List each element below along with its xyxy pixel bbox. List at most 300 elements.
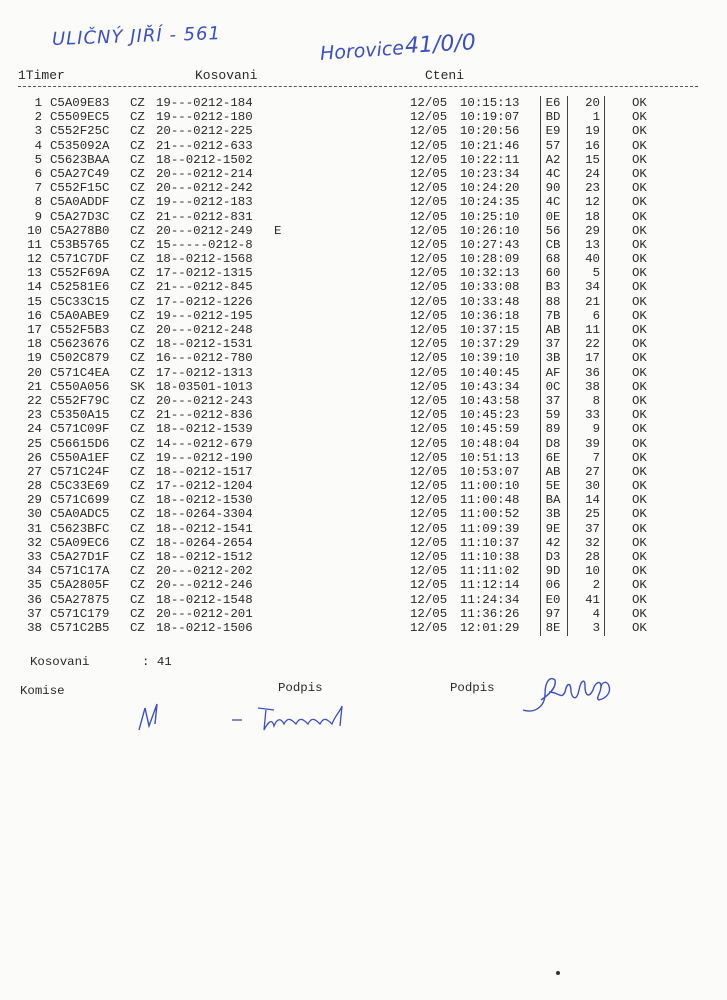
chip-id: C5C33E69 xyxy=(50,479,110,494)
country-code: CZ xyxy=(130,436,145,451)
status: OK xyxy=(632,479,647,494)
chip-id: C571C2B5 xyxy=(50,620,110,635)
chip-id: C502C879 xyxy=(50,351,110,366)
status: OK xyxy=(632,365,647,380)
read-time: 10:20:56 xyxy=(460,124,520,139)
sequence-number: 16 xyxy=(585,138,600,153)
table-row xyxy=(0,465,727,479)
status: OK xyxy=(632,223,647,238)
ring-number: 19---0212-190 xyxy=(156,450,253,465)
hex-code: 37 xyxy=(545,337,561,352)
hex-code: BD xyxy=(545,110,561,125)
paper-speck xyxy=(556,971,560,975)
row-number: 11 xyxy=(27,237,42,252)
table-row xyxy=(0,210,727,224)
table-row xyxy=(0,167,727,181)
read-time: 10:26:10 xyxy=(460,223,520,238)
country-code: CZ xyxy=(130,323,145,337)
country-code: CZ xyxy=(130,337,145,352)
sequence-number: 34 xyxy=(585,280,600,295)
hex-code: 57 xyxy=(545,138,561,153)
chip-id: C5A2805F xyxy=(50,578,110,593)
status: OK xyxy=(632,351,647,366)
header-kosovani: Kosovani xyxy=(195,68,258,83)
chip-id: C552F15C xyxy=(50,181,110,196)
chip-id: C5A0ADDF xyxy=(50,195,110,210)
hex-code: E9 xyxy=(545,124,561,139)
row-number: 12 xyxy=(27,252,42,267)
table-row xyxy=(0,139,727,153)
status: OK xyxy=(632,166,647,181)
header-cteni: Cteni xyxy=(425,68,465,83)
row-number: 14 xyxy=(27,280,42,295)
chip-id: C550A1EF xyxy=(50,450,110,465)
country-code: CZ xyxy=(130,209,145,224)
sequence-number: 3 xyxy=(592,620,600,635)
sequence-number: 13 xyxy=(585,237,600,252)
table-row xyxy=(0,479,727,493)
status: OK xyxy=(632,252,647,267)
row-number: 13 xyxy=(27,266,42,281)
country-code: CZ xyxy=(130,592,145,607)
country-code: CZ xyxy=(130,195,145,210)
read-time: 11:09:39 xyxy=(460,521,520,536)
read-time: 10:15:13 xyxy=(460,96,520,110)
ring-number: 20---0212-249 xyxy=(156,223,253,238)
chip-id: C571C699 xyxy=(50,493,110,508)
hex-code: 89 xyxy=(545,422,561,437)
read-time: 10:25:10 xyxy=(460,209,520,224)
row-number: 26 xyxy=(27,450,42,465)
read-date: 12/05 xyxy=(410,493,448,508)
sequence-number: 7 xyxy=(592,450,600,465)
country-code: CZ xyxy=(130,493,145,508)
chip-id: C571C4EA xyxy=(50,365,110,380)
read-date: 12/05 xyxy=(410,450,448,465)
hex-code: 4C xyxy=(545,195,561,210)
chip-id: C535092A xyxy=(50,138,110,153)
row-number: 2 xyxy=(34,110,42,125)
read-date: 12/05 xyxy=(410,521,448,536)
status: OK xyxy=(632,464,647,479)
ring-number: 18--0212-1531 xyxy=(156,337,253,352)
status: OK xyxy=(632,408,647,423)
country-code: CZ xyxy=(130,408,145,423)
read-date: 12/05 xyxy=(410,223,448,238)
chip-id: C56615D6 xyxy=(50,436,110,451)
row-number: 9 xyxy=(34,209,42,224)
hex-code: A2 xyxy=(545,152,561,167)
sequence-number: 17 xyxy=(585,351,600,366)
footer-kosovani-value: : 41 xyxy=(142,655,172,669)
country-code: CZ xyxy=(130,365,145,380)
read-time: 10:53:07 xyxy=(460,464,520,479)
table-row xyxy=(0,394,727,408)
table-row xyxy=(0,607,727,621)
country-code: CZ xyxy=(130,266,145,281)
status: OK xyxy=(632,152,647,167)
status: OK xyxy=(632,237,647,252)
table-row xyxy=(0,593,727,607)
footer-podpis-label-2: Podpis xyxy=(450,681,495,695)
read-time: 10:32:13 xyxy=(460,266,520,281)
table-row xyxy=(0,124,727,138)
hex-code: 9D xyxy=(545,564,561,579)
sequence-number: 38 xyxy=(585,379,600,394)
sequence-number: 8 xyxy=(592,393,600,408)
chip-id: C5C33C15 xyxy=(50,294,110,309)
table-row xyxy=(0,280,727,294)
hex-code: 0E xyxy=(545,209,561,224)
row-number: 37 xyxy=(27,606,42,621)
read-time: 10:27:43 xyxy=(460,237,520,252)
read-date: 12/05 xyxy=(410,393,448,408)
row-number: 16 xyxy=(27,308,42,323)
status: OK xyxy=(632,379,647,394)
table-row xyxy=(0,437,727,451)
read-time: 10:33:48 xyxy=(460,294,520,309)
ring-number: 20---0212-246 xyxy=(156,578,253,593)
ring-number: 21---0212-845 xyxy=(156,280,253,295)
ring-number: 17--0212-1313 xyxy=(156,365,253,380)
ring-number: 20---0212-248 xyxy=(156,323,253,337)
chip-id: C552F5B3 xyxy=(50,323,110,337)
header-timer: 1Timer xyxy=(18,68,65,83)
chip-id: C552F79C xyxy=(50,393,110,408)
hex-code: 7B xyxy=(545,308,561,323)
table-row xyxy=(0,550,727,564)
status: OK xyxy=(632,507,647,522)
ring-number: 17--0212-1315 xyxy=(156,266,253,281)
row-number: 36 xyxy=(27,592,42,607)
sequence-number: 4 xyxy=(592,606,600,621)
sequence-number: 36 xyxy=(585,365,600,380)
ring-number: 20---0212-225 xyxy=(156,124,253,139)
chip-id: C5A0ABE9 xyxy=(50,308,110,323)
read-date: 12/05 xyxy=(410,578,448,593)
handwritten-code: 41/0/0 xyxy=(404,30,477,59)
read-time: 11:10:38 xyxy=(460,550,520,564)
status: OK xyxy=(632,620,647,635)
row-number: 29 xyxy=(27,493,42,508)
read-date: 12/05 xyxy=(410,550,448,564)
sequence-number: 19 xyxy=(585,124,600,139)
row-number: 3 xyxy=(34,124,42,139)
table-row xyxy=(0,224,727,238)
chip-id: C5A27875 xyxy=(50,592,110,607)
footer-kosovani-label: Kosovani xyxy=(30,655,90,669)
ring-number: 18-03501-1013 xyxy=(156,379,253,394)
read-date: 12/05 xyxy=(410,408,448,423)
ring-number: 18--0212-1530 xyxy=(156,493,253,508)
hex-code: 3B xyxy=(545,507,561,522)
read-date: 12/05 xyxy=(410,152,448,167)
hex-code: CB xyxy=(545,237,561,252)
ring-number: 19---0212-195 xyxy=(156,308,253,323)
ring-number: 19---0212-183 xyxy=(156,195,253,210)
ring-number: 20---0212-242 xyxy=(156,181,253,196)
ring-number: 16---0212-780 xyxy=(156,351,253,366)
country-code: CZ xyxy=(130,181,145,196)
table-row xyxy=(0,621,727,635)
read-time: 10:37:29 xyxy=(460,337,520,352)
read-date: 12/05 xyxy=(410,96,448,110)
read-time: 11:10:37 xyxy=(460,535,520,550)
hex-code: 90 xyxy=(545,181,561,196)
table-row xyxy=(0,181,727,195)
sequence-number: 40 xyxy=(585,252,600,267)
ring-number: 18--0212-1539 xyxy=(156,422,253,437)
chip-id: C5350A15 xyxy=(50,408,110,423)
row-number: 34 xyxy=(27,564,42,579)
sequence-number: 24 xyxy=(585,166,600,181)
status: OK xyxy=(632,138,647,153)
hex-code: E6 xyxy=(545,96,561,110)
country-code: CZ xyxy=(130,578,145,593)
country-code: CZ xyxy=(130,351,145,366)
table-row xyxy=(0,351,727,365)
ring-number: 21---0212-836 xyxy=(156,408,253,423)
sequence-number: 9 xyxy=(592,422,600,437)
chip-id: C52581E6 xyxy=(50,280,110,295)
country-code: CZ xyxy=(130,124,145,139)
row-flag: E xyxy=(274,223,282,238)
country-code: CZ xyxy=(130,294,145,309)
hex-code: 9E xyxy=(545,521,561,536)
row-number: 38 xyxy=(27,620,42,635)
sequence-number: 32 xyxy=(585,535,600,550)
status: OK xyxy=(632,181,647,196)
chip-id: C571C17A xyxy=(50,564,110,579)
table-row xyxy=(0,493,727,507)
row-number: 10 xyxy=(27,223,42,238)
read-date: 12/05 xyxy=(410,280,448,295)
status: OK xyxy=(632,124,647,139)
read-date: 12/05 xyxy=(410,294,448,309)
hex-code: 3B xyxy=(545,351,561,366)
chip-id: C5A27D1F xyxy=(50,550,110,564)
chip-id: C5A09EC6 xyxy=(50,535,110,550)
table-row xyxy=(0,564,727,578)
sequence-number: 28 xyxy=(585,550,600,564)
row-number: 4 xyxy=(34,138,42,153)
status: OK xyxy=(632,422,647,437)
read-date: 12/05 xyxy=(410,337,448,352)
row-number: 28 xyxy=(27,479,42,494)
chip-id: C571C7DF xyxy=(50,252,110,267)
country-code: CZ xyxy=(130,96,145,110)
ring-number: 18--0212-1517 xyxy=(156,464,253,479)
read-time: 10:40:45 xyxy=(460,365,520,380)
row-number: 20 xyxy=(27,365,42,380)
status: OK xyxy=(632,266,647,281)
row-number: 5 xyxy=(34,152,42,167)
country-code: CZ xyxy=(130,464,145,479)
read-date: 12/05 xyxy=(410,138,448,153)
hex-code: 4C xyxy=(545,166,561,181)
table-row xyxy=(0,195,727,209)
signature-podpis-1 xyxy=(228,702,358,736)
chip-id: C5A0ADC5 xyxy=(50,507,110,522)
read-time: 10:24:20 xyxy=(460,181,520,196)
read-time: 10:24:35 xyxy=(460,195,520,210)
chip-id: C550A056 xyxy=(50,379,110,394)
handwritten-place: Horovice xyxy=(319,37,405,65)
ring-number: 18--0212-1512 xyxy=(156,550,253,564)
hex-code: 5E xyxy=(545,479,561,494)
sequence-number: 11 xyxy=(585,323,600,337)
country-code: CZ xyxy=(130,308,145,323)
read-time: 11:00:10 xyxy=(460,479,520,494)
row-number: 32 xyxy=(27,535,42,550)
read-date: 12/05 xyxy=(410,181,448,196)
status: OK xyxy=(632,195,647,210)
read-time: 10:45:59 xyxy=(460,422,520,437)
row-number: 33 xyxy=(27,550,42,564)
hex-code: 06 xyxy=(545,578,561,593)
signature-komise xyxy=(135,700,175,734)
sequence-number: 25 xyxy=(585,507,600,522)
status: OK xyxy=(632,323,647,337)
chip-id: C5A27C49 xyxy=(50,166,110,181)
table-row xyxy=(0,536,727,550)
country-code: CZ xyxy=(130,620,145,635)
hex-code: BA xyxy=(545,493,561,508)
ring-number: 17--0212-1226 xyxy=(156,294,253,309)
table-row xyxy=(0,422,727,436)
hex-code: 56 xyxy=(545,223,561,238)
row-number: 6 xyxy=(34,166,42,181)
hex-code: 42 xyxy=(545,535,561,550)
hex-code: AB xyxy=(545,323,561,337)
sequence-number: 15 xyxy=(585,152,600,167)
sequence-number: 41 xyxy=(585,592,600,607)
table-row xyxy=(0,451,727,465)
read-time: 10:28:09 xyxy=(460,252,520,267)
ring-number: 20---0212-201 xyxy=(156,606,253,621)
status: OK xyxy=(632,550,647,564)
country-code: CZ xyxy=(130,450,145,465)
read-time: 10:22:11 xyxy=(460,152,520,167)
status: OK xyxy=(632,535,647,550)
chip-id: C53B5765 xyxy=(50,237,110,252)
table-row xyxy=(0,323,727,337)
chip-id: C552F69A xyxy=(50,266,110,281)
signature-podpis-2 xyxy=(515,670,625,718)
sequence-number: 37 xyxy=(585,521,600,536)
read-time: 10:45:23 xyxy=(460,408,520,423)
hex-code: 97 xyxy=(545,606,561,621)
chip-id: C5509EC5 xyxy=(50,110,110,125)
read-date: 12/05 xyxy=(410,209,448,224)
chip-id: C5A09E83 xyxy=(50,96,110,110)
ring-number: 18--0212-1502 xyxy=(156,152,253,167)
status: OK xyxy=(632,578,647,593)
row-number: 17 xyxy=(27,323,42,337)
read-date: 12/05 xyxy=(410,535,448,550)
sequence-number: 29 xyxy=(585,223,600,238)
sequence-number: 12 xyxy=(585,195,600,210)
read-date: 12/05 xyxy=(410,464,448,479)
country-code: CZ xyxy=(130,223,145,238)
country-code: CZ xyxy=(130,479,145,494)
country-code: CZ xyxy=(130,152,145,167)
table-row xyxy=(0,153,727,167)
footer-komise-label: Komise xyxy=(20,684,65,698)
status: OK xyxy=(632,337,647,352)
status: OK xyxy=(632,393,647,408)
table-row xyxy=(0,408,727,422)
status: OK xyxy=(632,450,647,465)
ring-number: 19---0212-180 xyxy=(156,110,253,125)
ring-number: 15-----0212-8 xyxy=(156,237,253,252)
hex-code: D8 xyxy=(545,436,561,451)
country-code: CZ xyxy=(130,393,145,408)
read-date: 12/05 xyxy=(410,564,448,579)
country-code: CZ xyxy=(130,252,145,267)
ring-number: 14---0212-679 xyxy=(156,436,253,451)
sequence-number: 30 xyxy=(585,479,600,494)
read-time: 11:00:52 xyxy=(460,507,520,522)
read-time: 10:21:46 xyxy=(460,138,520,153)
table-row xyxy=(0,507,727,521)
country-code: CZ xyxy=(130,550,145,564)
status: OK xyxy=(632,308,647,323)
table-row xyxy=(0,578,727,592)
table-row xyxy=(0,366,727,380)
hex-code: 0C xyxy=(545,379,561,394)
hex-code: 88 xyxy=(545,294,561,309)
chip-id: C5A27D3C xyxy=(50,209,110,224)
read-date: 12/05 xyxy=(410,620,448,635)
status: OK xyxy=(632,436,647,451)
read-date: 12/05 xyxy=(410,351,448,366)
sequence-number: 39 xyxy=(585,436,600,451)
table-row xyxy=(0,309,727,323)
read-date: 12/05 xyxy=(410,422,448,437)
table-row xyxy=(0,110,727,124)
ring-number: 19---0212-184 xyxy=(156,96,253,110)
read-time: 10:43:58 xyxy=(460,393,520,408)
row-number: 1 xyxy=(34,96,42,110)
table-row xyxy=(0,266,727,280)
read-date: 12/05 xyxy=(410,166,448,181)
read-date: 12/05 xyxy=(410,379,448,394)
row-number: 15 xyxy=(27,294,42,309)
row-number: 8 xyxy=(34,195,42,210)
hex-code: 6E xyxy=(545,450,561,465)
row-number: 31 xyxy=(27,521,42,536)
sequence-number: 23 xyxy=(585,181,600,196)
read-date: 12/05 xyxy=(410,323,448,337)
hex-code: AB xyxy=(545,464,561,479)
footer-podpis-label-1: Podpis xyxy=(278,681,323,695)
chip-id: C5A278B0 xyxy=(50,223,110,238)
chip-id: C5623676 xyxy=(50,337,110,352)
read-date: 12/05 xyxy=(410,592,448,607)
read-date: 12/05 xyxy=(410,252,448,267)
table-row xyxy=(0,522,727,536)
read-date: 12/05 xyxy=(410,365,448,380)
read-date: 12/05 xyxy=(410,507,448,522)
chip-id: C571C179 xyxy=(50,606,110,621)
hex-code: 59 xyxy=(545,408,561,423)
hex-code: 37 xyxy=(545,393,561,408)
status: OK xyxy=(632,294,647,309)
sequence-number: 18 xyxy=(585,209,600,224)
read-time: 10:37:15 xyxy=(460,323,520,337)
hex-code: 60 xyxy=(545,266,561,281)
